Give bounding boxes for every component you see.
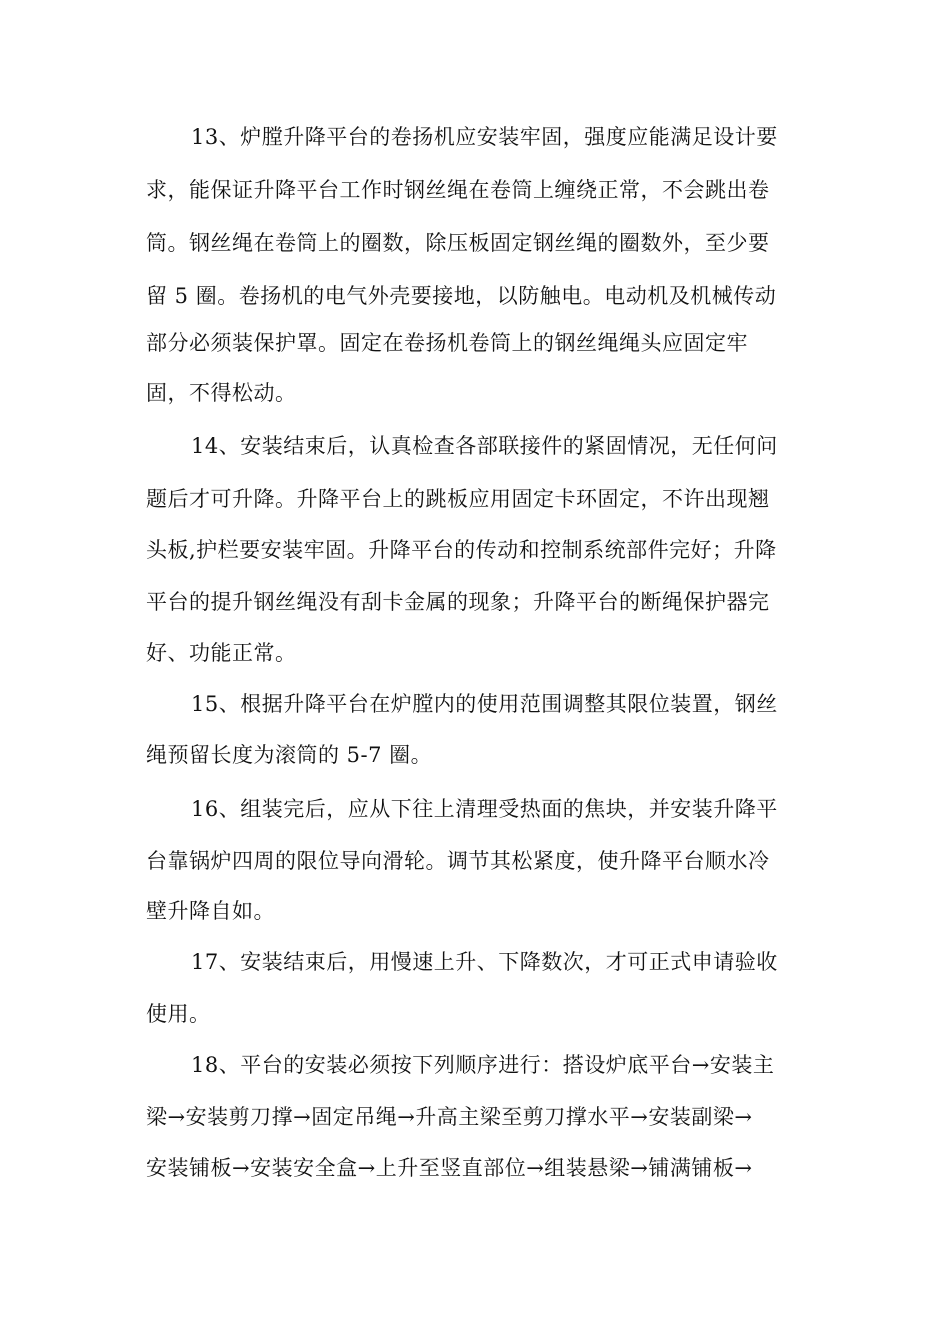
text-line: 固，不得松动。 — [146, 381, 297, 405]
text-line: 14、安装结束后，认真检查各部联接件的紧固情况，无任何问 — [191, 434, 778, 458]
text-line: 16、组装完后，应从下往上清理受热面的焦块，并安装升降平 — [191, 797, 778, 821]
text-line: 平台的提升钢丝绳没有刮卡金属的现象；升降平台的断绳保护器完 — [146, 590, 770, 614]
text-line: 18、平台的安装必须按下列顺序进行：搭设炉底平台→安装主 — [191, 1053, 775, 1077]
text-line: 15、根据升降平台在炉膛内的使用范围调整其限位装置，钢丝 — [191, 692, 778, 716]
text-line: 题后才可升降。升降平台上的跳板应用固定卡环固定，不许出现翘 — [146, 487, 770, 511]
text-line: 壁升降自如。 — [146, 899, 275, 923]
text-line: 头板,护栏要安装牢固。升降平台的传动和控制系统部件完好；升降 — [146, 538, 777, 562]
text-line: 梁→安装剪刀撑→固定吊绳→升高主梁至剪刀撑水平→安装副梁→ — [146, 1105, 753, 1129]
text-line: 台靠锅炉四周的限位导向滑轮。调节其松紧度，使升降平台顺水冷 — [146, 849, 770, 873]
text-line: 好、功能正常。 — [146, 641, 297, 665]
text-line: 留 5 圈。卷扬机的电气外壳要接地，以防触电。电动机及机械传动 — [146, 284, 777, 308]
text-line: 17、安装结束后，用慢速上升、下降数次，才可正式申请验收 — [191, 950, 778, 974]
text-line: 部分必须装保护罩。固定在卷扬机卷筒上的钢丝绳绳头应固定牢 — [146, 331, 748, 355]
text-line: 求，能保证升降平台工作时钢丝绳在卷筒上缠绕正常，不会跳出卷 — [146, 178, 770, 202]
text-line: 筒。钢丝绳在卷筒上的圈数，除压板固定钢丝绳的圈数外，至少要 — [146, 231, 770, 255]
text-line: 安装铺板→安装安全盒→上升至竖直部位→组装悬梁→铺满铺板→ — [146, 1156, 753, 1180]
text-line: 13、炉膛升降平台的卷扬机应安装牢固，强度应能满足设计要 — [191, 125, 778, 149]
text-line: 绳预留长度为滚筒的 5-7 圈。 — [146, 743, 433, 767]
text-line: 使用。 — [146, 1002, 211, 1026]
